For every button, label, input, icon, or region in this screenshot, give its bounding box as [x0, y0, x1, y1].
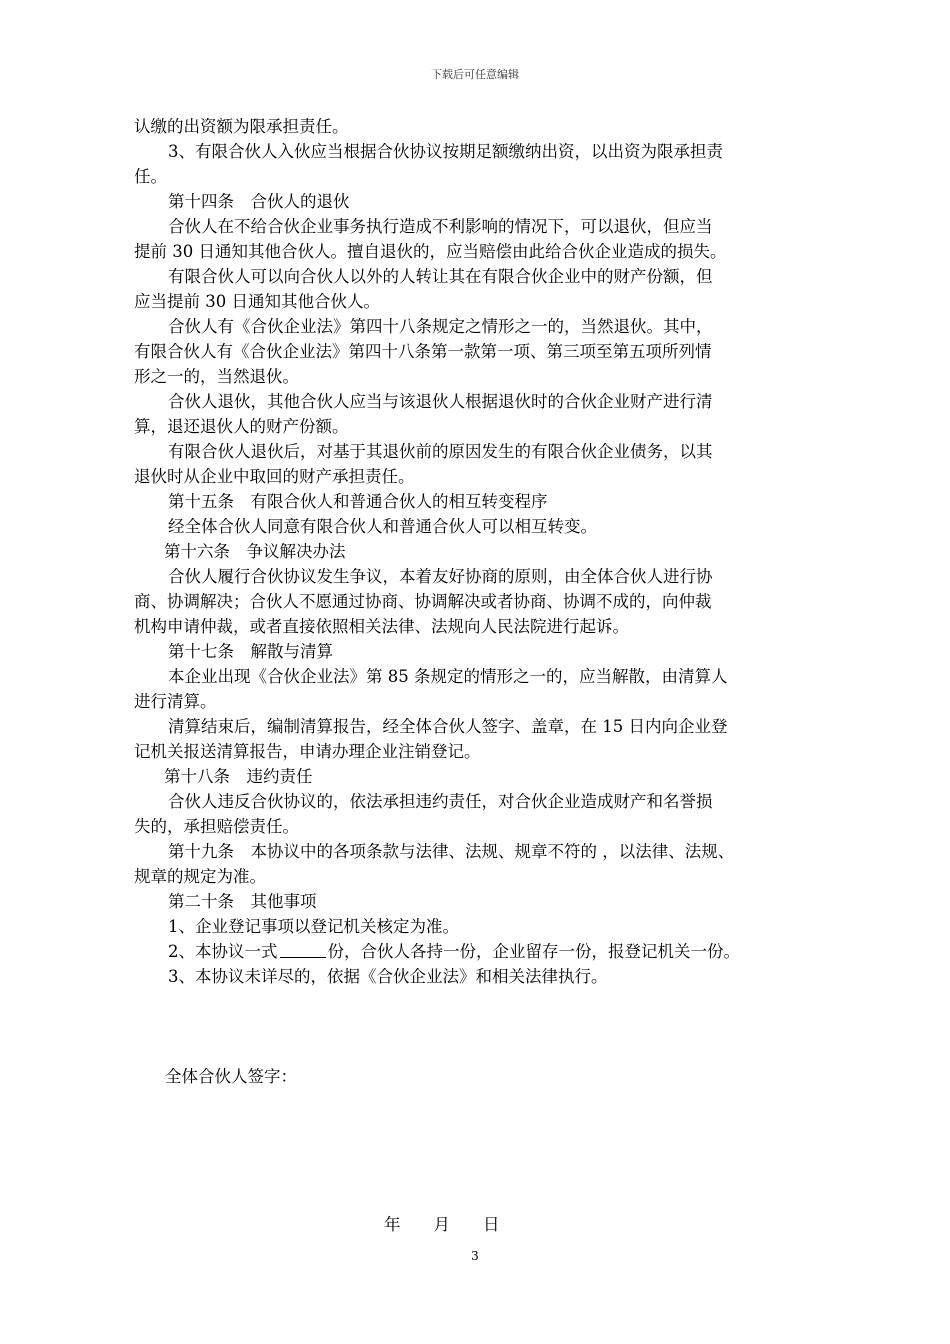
paragraph-line: 进行清算。 — [134, 692, 217, 711]
copies-line — [134, 939, 834, 964]
paragraph-line: 算，退还退伙人的财产份额。 — [134, 417, 349, 436]
article-heading: 第十七条 解散与清算 — [168, 642, 333, 661]
article-heading: 第二十条 其他事项 — [168, 892, 317, 911]
paragraph-line: 有限合伙人退伙后，对基于其退伙前的原因发生的有限合伙企业债务，以其 — [168, 442, 713, 461]
paragraph-line: 应当提前 30 日通知其他合伙人。 — [134, 292, 380, 311]
paragraph-line: 合伙人违反合伙协议的，依法承担违约责任，对合伙企业造成财产和名誉损 — [168, 792, 713, 811]
copies-prefix: 2、本协议一式 — [168, 942, 278, 961]
paragraph-line: 有限合伙人有《合伙企业法》第四十八条第一款第一项、第三项至第五项所列情 — [134, 342, 712, 361]
paragraph-line: 提前 30 日通知其他合伙人。擅自退伙的，应当赔偿由此给合伙企业造成的损失。 — [134, 242, 727, 261]
page-header: 下载后可任意编辑 — [431, 68, 519, 81]
article-heading: 第十四条 合伙人的退伙 — [168, 192, 350, 211]
paragraph-line: 机构申请仲裁，或者直接依照相关法律、法规向人民法院进行起诉。 — [134, 617, 629, 636]
paragraph-line: 规章的规定为准。 — [134, 867, 266, 886]
paragraph-line: 任。 — [134, 167, 167, 186]
paragraph-line: 1、企业登记事项以登记机关核定为准。 — [168, 917, 459, 936]
paragraph-line: 3、有限合伙人入伙应当根据合伙协议按期足额缴纳出资，以出资为限承担责 — [168, 142, 723, 161]
signature-label: 全体合伙人签字： — [165, 1067, 297, 1086]
article-heading: 第十九条 本协议中的各项条款与法律、法规、规章不符的 ，以法律、法规、 — [168, 842, 735, 861]
document-body — [134, 114, 834, 989]
paragraph-line: 合伙人有《合伙企业法》第四十八条规定之情形之一的，当然退伙。其中， — [168, 317, 713, 336]
paragraph-line: 认缴的出资额为限承担责任。 — [134, 117, 349, 136]
article-heading: 第十六条 争议解决办法 — [164, 542, 346, 561]
paragraph-line: 记机关报送清算报告，申请办理企业注销登记。 — [134, 742, 481, 761]
date-line: 年 月 日 — [384, 1215, 500, 1234]
paragraph-line: 合伙人退伙，其他合伙人应当与该退伙人根据退伙时的合伙企业财产进行清 — [168, 392, 713, 411]
paragraph-line: 清算结束后，编制清算报告，经全体合伙人签字、盖章，在 15 日内向企业登 — [168, 717, 728, 736]
paragraph-line: 合伙人在不给合伙企业事务执行造成不利影响的情况下，可以退伙，但应当 — [168, 217, 713, 236]
paragraph-line: 商、协调解决；合伙人不愿通过协商、协调解决或者协商、协调不成的，向仲裁 — [134, 592, 712, 611]
paragraph-line: 3、本协议未详尽的，依据《合伙企业法》和相关法律执行。 — [168, 967, 608, 986]
paragraph-line: 有限合伙人可以向合伙人以外的人转让其在有限合伙企业中的财产份额，但 — [168, 267, 713, 286]
copies-suffix: 份，合伙人各持一份，企业留存一份，报登记机关一份。 — [327, 942, 740, 961]
paragraph-line: 失的，承担赔偿责任。 — [134, 817, 299, 836]
copies-blank-field — [280, 941, 326, 958]
article-heading: 第十五条 有限合伙人和普通合伙人的相互转变程序 — [168, 492, 548, 511]
paragraph-line: 本企业出现《合伙企业法》第 85 条规定的情形之一的，应当解散，由清算人 — [168, 667, 728, 686]
page-number: 3 — [471, 1249, 479, 1263]
paragraph-line: 退伙时从企业中取回的财产承担责任。 — [134, 467, 415, 486]
paragraph-line: 合伙人履行合伙协议发生争议，本着友好协商的原则，由全体合伙人进行协 — [168, 567, 713, 586]
paragraph-line: 形之一的，当然退伙。 — [134, 367, 299, 386]
paragraph-line: 经全体合伙人同意有限合伙人和普通合伙人可以相互转变。 — [168, 517, 597, 536]
article-heading: 第十八条 违约责任 — [164, 767, 313, 786]
